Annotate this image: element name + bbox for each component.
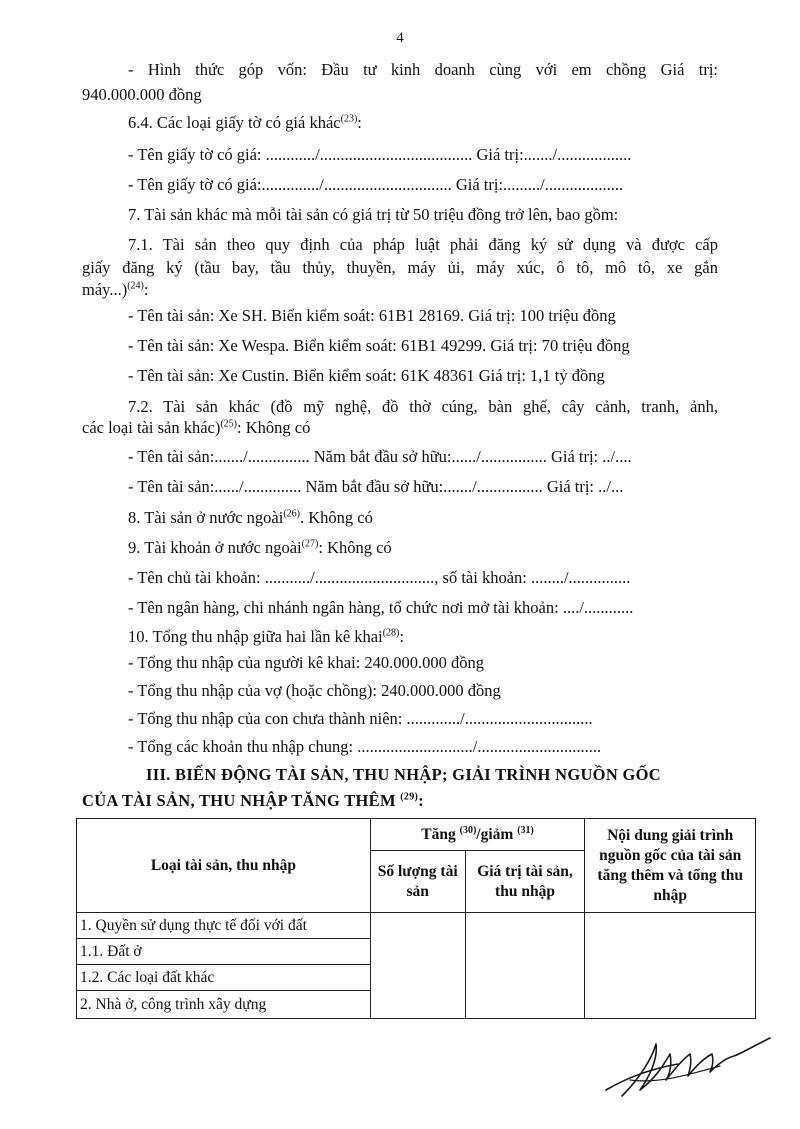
income-minor-children: - Tổng thu nhập của con chưa thành niên: ............./...............................: [128, 709, 593, 728]
asset-change-table: [76, 818, 756, 1019]
heading-7-2-line-1: 7.2. Tài sản khác (đồ mỹ nghệ, đồ thờ cúng, bàn ghế, cây cảnh, tranh, ảnh,: [128, 397, 718, 416]
col-header-quantity: [370, 851, 465, 913]
heading-7-2-answer: : Không có: [237, 418, 311, 437]
footnote-ref-25: (25): [220, 418, 238, 430]
capital-contribution-value: 940.000.000 đồng: [82, 85, 202, 104]
col-header-change: [370, 819, 585, 851]
footnote-ref-28: (28): [382, 627, 400, 639]
heading-7-1-line-1: 7.1. Tài sản theo quy định của pháp luật phải đăng ký sử dụng và được cấp: [128, 235, 718, 254]
other-asset-line-2: - Tên tài sản:....../.............. Năm bắt đầu sở hữu:......./................ Giá trị: ../...: [128, 477, 624, 496]
vehicle-line-sh: - Tên tài sản: Xe SH. Biển kiểm soát: 61B1 28169. Giá trị: 100 triệu đồng: [128, 306, 616, 325]
row-label: 1.2. Các loại đất khác: [77, 965, 371, 991]
heading-9-answer: : Không có: [318, 538, 392, 557]
section-3-heading-line-2: CỦA TÀI SẢN, THU NHẬP TĂNG THÊM: [82, 791, 401, 810]
row-label: 1.1. Đất ở: [77, 939, 371, 965]
footnote-ref-23: (23): [340, 113, 358, 125]
heading-10: [128, 627, 404, 647]
col-header-explanation: [585, 819, 756, 913]
heading-7-2-end-text: các loại tài sản khác): [82, 418, 221, 437]
cell-explanation: [585, 913, 756, 1019]
heading-7-1-line-3: [82, 280, 148, 300]
col-header-explanation-text: Nội dung giải trình nguồn gốc của tài sản tăng thêm và tổng thu nhập: [597, 826, 743, 904]
handwritten-signature: [600, 1018, 780, 1108]
heading-7: 7. Tài sản khác mà mỗi tài sản có giá trị từ 50 triệu đồng trở lên, bao gồm:: [128, 205, 619, 224]
footnote-ref-31: (31): [517, 824, 534, 836]
heading-6-4-colon: :: [357, 113, 362, 132]
col-header-value: [465, 851, 585, 913]
valuable-paper-line-2: - Tên giấy tờ có giá:............../............................... Giá trị:........./...................: [128, 175, 624, 194]
vehicle-line-custin: - Tên tài sản: Xe Custin. Biển kiểm soát: 61K 48361 Giá trị: 1,1 tỷ đồng: [128, 366, 605, 385]
footnote-ref-26: (26): [283, 508, 300, 520]
cell-quantity: [370, 913, 465, 1019]
heading-10-text: 10. Tổng thu nhập giữa hai lần kê khai: [128, 627, 383, 646]
heading-9-text: 9. Tài khoản ở nước ngoài: [128, 538, 302, 557]
heading-8-answer: . Không có: [299, 508, 373, 527]
heading-8-text: 8. Tài sản ở nước ngoài: [128, 508, 284, 527]
heading-6-4-text: 6.4. Các loại giấy tờ có giá khác: [128, 113, 341, 132]
heading-9: [128, 538, 392, 558]
heading-6-4: [128, 113, 362, 133]
col-header-value-text: Giá trị tài sản, thu nhập: [477, 862, 573, 900]
heading-7-1-end-text: máy...): [82, 280, 128, 299]
section-3-heading: [82, 762, 718, 814]
footnote-ref-27: (27): [301, 538, 319, 550]
heading-7-1-line-2: giấy đăng ký (tầu bay, tầu thủy, thuyền, máy ủi, máy xúc, ô tô, mô tô, xe gắn: [82, 258, 718, 277]
footnote-ref-24: (24): [127, 280, 144, 292]
account-holder-line: - Tên chủ tài khoản: .........../............................., số tài khoản: ......../...............: [128, 568, 631, 587]
row-label: 1. Quyền sử dụng thực tế đối với đất: [77, 913, 371, 939]
col-header-quantity-text: Số lượng tài sản: [377, 862, 458, 900]
row-label: 2. Nhà ở, công trình xây dựng: [77, 991, 371, 1019]
income-spouse: - Tổng thu nhập của vợ (hoặc chồng): 240.000.000 đồng: [128, 681, 501, 700]
section-3-heading-line-1: III. BIẾN ĐỘNG TÀI SẢN, THU NHẬP; GIẢI TRÌNH NGUỒN GỐC: [146, 765, 661, 784]
section-3-colon: :: [418, 791, 424, 810]
col-header-increase: Tăng: [421, 825, 460, 843]
col-header-decrease: /giảm: [476, 825, 518, 843]
cell-value: [465, 913, 585, 1019]
col-header-asset-type: [77, 819, 371, 913]
heading-8: [128, 508, 373, 528]
other-asset-line-1: - Tên tài sản:......./............... Năm bắt đầu sở hữu:....../................ Giá trị: ../....: [128, 447, 632, 466]
income-common: - Tổng các khoản thu nhập chung: ............................/..............................: [128, 737, 602, 756]
col-header-asset-type-text: Loại tài sản, thu nhập: [150, 856, 296, 874]
heading-7-1-colon: :: [143, 280, 149, 299]
capital-contribution-line: - Hình thức góp vốn: Đầu tư kinh doanh cùng với em chồng Giá trị:: [128, 60, 718, 79]
footnote-ref-29: (29): [400, 791, 419, 803]
page-number: 4: [396, 30, 404, 46]
bank-line: - Tên ngân hàng, chi nhánh ngân hàng, tổ chức nơi mở tài khoản: ..../............: [128, 598, 634, 617]
income-declarant: - Tổng thu nhập của người kê khai: 240.000.000 đồng: [128, 653, 485, 672]
valuable-paper-line-1: - Tên giấy tờ có giá: ............/..................................... Giá trị:......./..................: [128, 145, 632, 164]
vehicle-line-wespa: - Tên tài sản: Xe Wespa. Biển kiểm soát: 61B1 49299. Giá trị: 70 triệu đồng: [128, 336, 630, 355]
heading-10-colon: :: [399, 627, 404, 646]
table-row: [77, 913, 756, 939]
heading-7-2-line-2: [82, 418, 310, 438]
footnote-ref-30: (30): [459, 824, 477, 836]
